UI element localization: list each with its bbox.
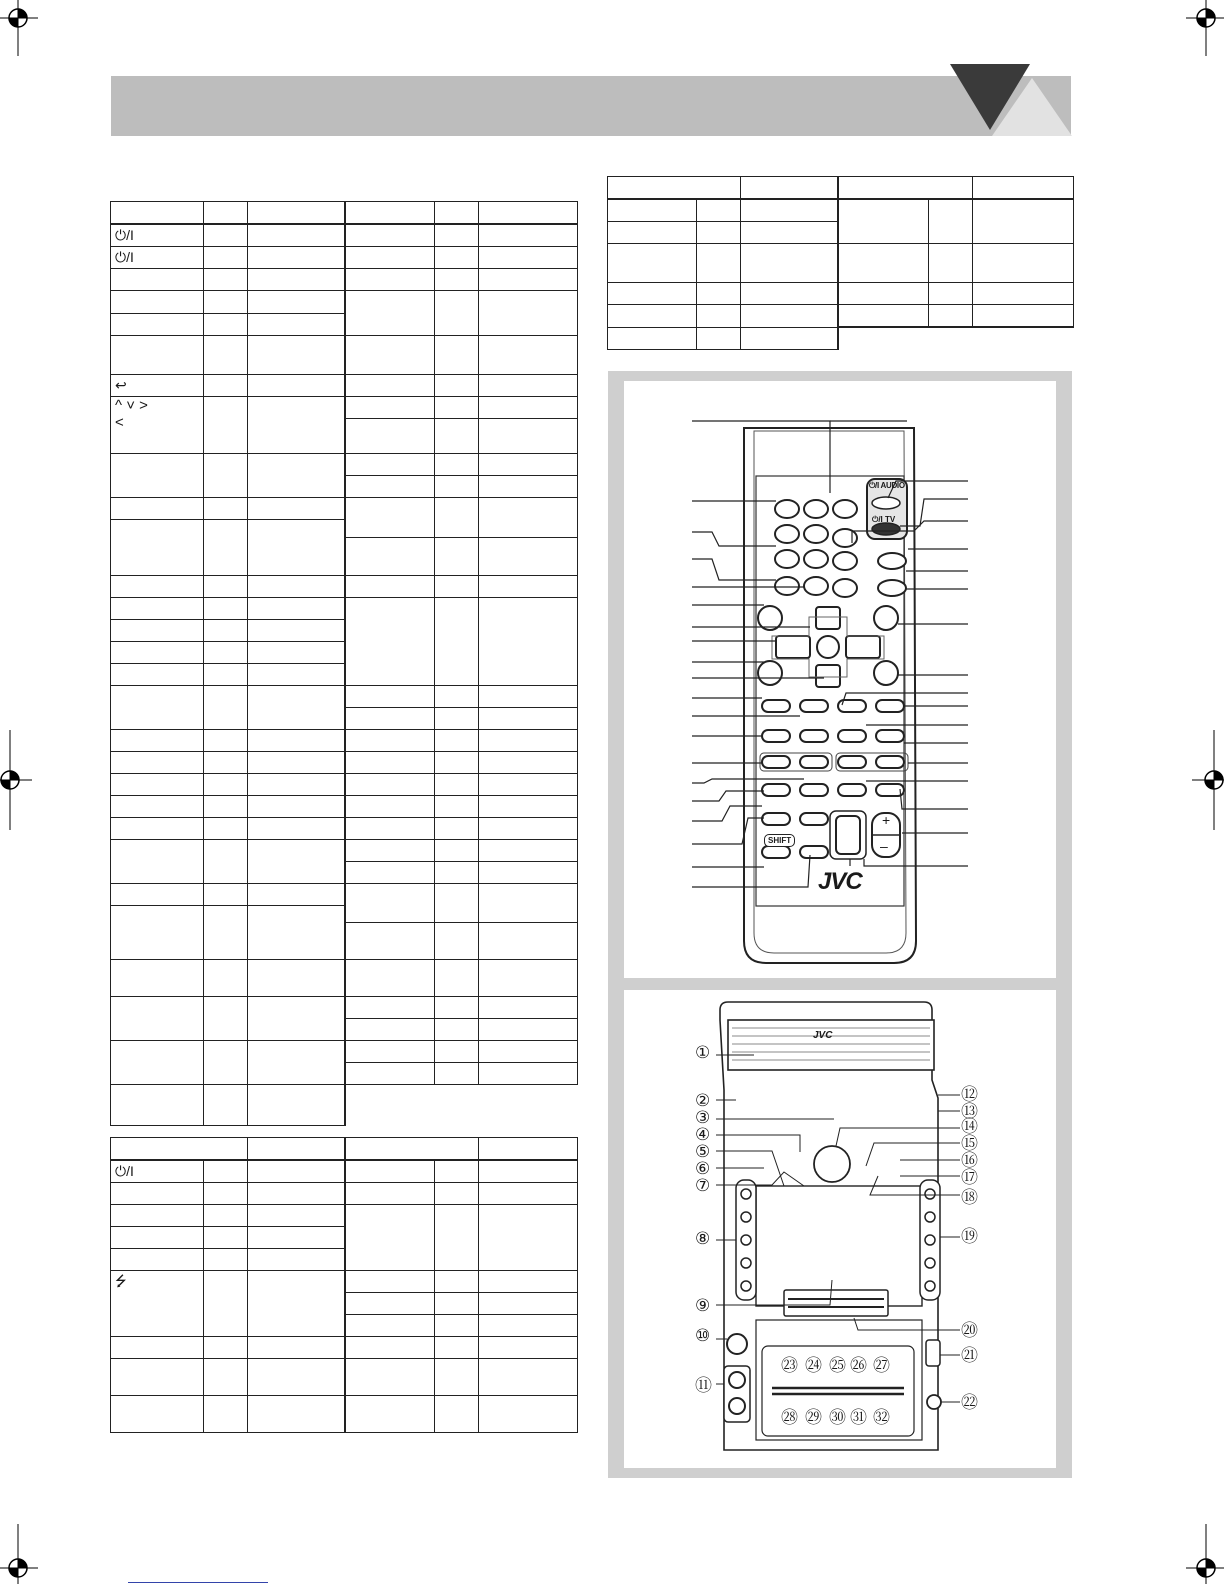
- unit-callout-30: ㉚: [829, 1408, 846, 1427]
- unit-callout-14: ⑭: [961, 1117, 978, 1136]
- unit-callout-7: ⑦: [695, 1176, 711, 1195]
- unit-callout-20: ⑳: [961, 1321, 978, 1340]
- audio-power-button-label: ⏻/I AUDIO: [869, 481, 905, 490]
- unit-callout-12: ⑫: [961, 1085, 978, 1104]
- cursor-keys-line1: ^ ˅ >: [115, 397, 148, 414]
- power-symbol: ⏻/I: [111, 247, 204, 269]
- return-arrow-icon: ↩: [111, 375, 204, 397]
- tv-power-button-label: ⏻/I TV: [872, 515, 896, 524]
- top-right-table: [607, 176, 1074, 350]
- unit-callout-21: ㉑: [961, 1346, 978, 1365]
- unit-callout-25: ㉕: [829, 1356, 846, 1375]
- crop-mark-bottom-right: [1184, 1520, 1224, 1584]
- unit-callout-22: ㉒: [961, 1393, 978, 1412]
- unit-callout-15: ⑮: [961, 1134, 978, 1153]
- bottom-table: [110, 1137, 578, 1433]
- power-symbol: ⏻/I: [111, 1160, 204, 1183]
- unit-callout-18: ⑱: [961, 1188, 978, 1207]
- unit-callout-6: ⑥: [695, 1159, 711, 1178]
- unit-callout-2: ②: [695, 1091, 711, 1110]
- volume-plus-label: +: [882, 812, 891, 828]
- section-tab-icon: [940, 56, 1072, 138]
- unit-callout-24: ㉔: [805, 1356, 822, 1375]
- unit-callout-23: ㉓: [781, 1356, 798, 1375]
- power-symbol: ⏻/I: [111, 224, 204, 247]
- crop-mark-top-right: [1184, 0, 1224, 60]
- crop-mark-middle-right: [1184, 730, 1224, 830]
- unit-callout-32: ㉜: [873, 1408, 890, 1427]
- bottom-rule: [128, 1582, 268, 1583]
- unit-callout-1: ①: [695, 1043, 711, 1062]
- unit-callout-3: ③: [695, 1108, 711, 1127]
- crop-mark-middle-left: [0, 730, 40, 830]
- crop-mark-bottom-left: [0, 1520, 40, 1584]
- cursor-keys-line2: <: [115, 414, 124, 431]
- unit-callout-13: ⑬: [961, 1102, 978, 1121]
- unit-callout-28: ㉘: [781, 1408, 798, 1427]
- unit-brand-logo: JVC: [813, 1030, 833, 1041]
- unit-callout-9: ⑨: [695, 1296, 711, 1315]
- unit-callout-11: ⑪: [695, 1376, 712, 1395]
- main-table: [110, 201, 578, 1126]
- unit-callout-16: ⑯: [961, 1151, 978, 1170]
- unit-illustration: [624, 990, 1056, 1468]
- crop-mark-top-left: [0, 0, 40, 60]
- unit-callout-27: ㉗: [873, 1356, 890, 1375]
- unit-callout-26: ㉖: [850, 1356, 867, 1375]
- unit-callout-29: ㉙: [805, 1408, 822, 1427]
- unit-callout-17: ⑰: [961, 1168, 978, 1187]
- section-header-bar: [111, 76, 1071, 136]
- unit-callout-31: ㉛: [850, 1408, 867, 1427]
- unit-callout-8: ⑧: [695, 1229, 711, 1248]
- usb-icon: ⭍: [111, 1271, 204, 1337]
- volume-minus-label: –: [880, 838, 888, 854]
- unit-callout-5: ⑤: [695, 1142, 711, 1161]
- unit-callout-19: ⑲: [961, 1227, 978, 1246]
- remote-brand-logo: JVC: [818, 868, 862, 895]
- shift-button-label: SHIFT: [764, 834, 795, 847]
- unit-callout-10: ⑩: [695, 1326, 711, 1345]
- unit-callout-4: ④: [695, 1125, 711, 1144]
